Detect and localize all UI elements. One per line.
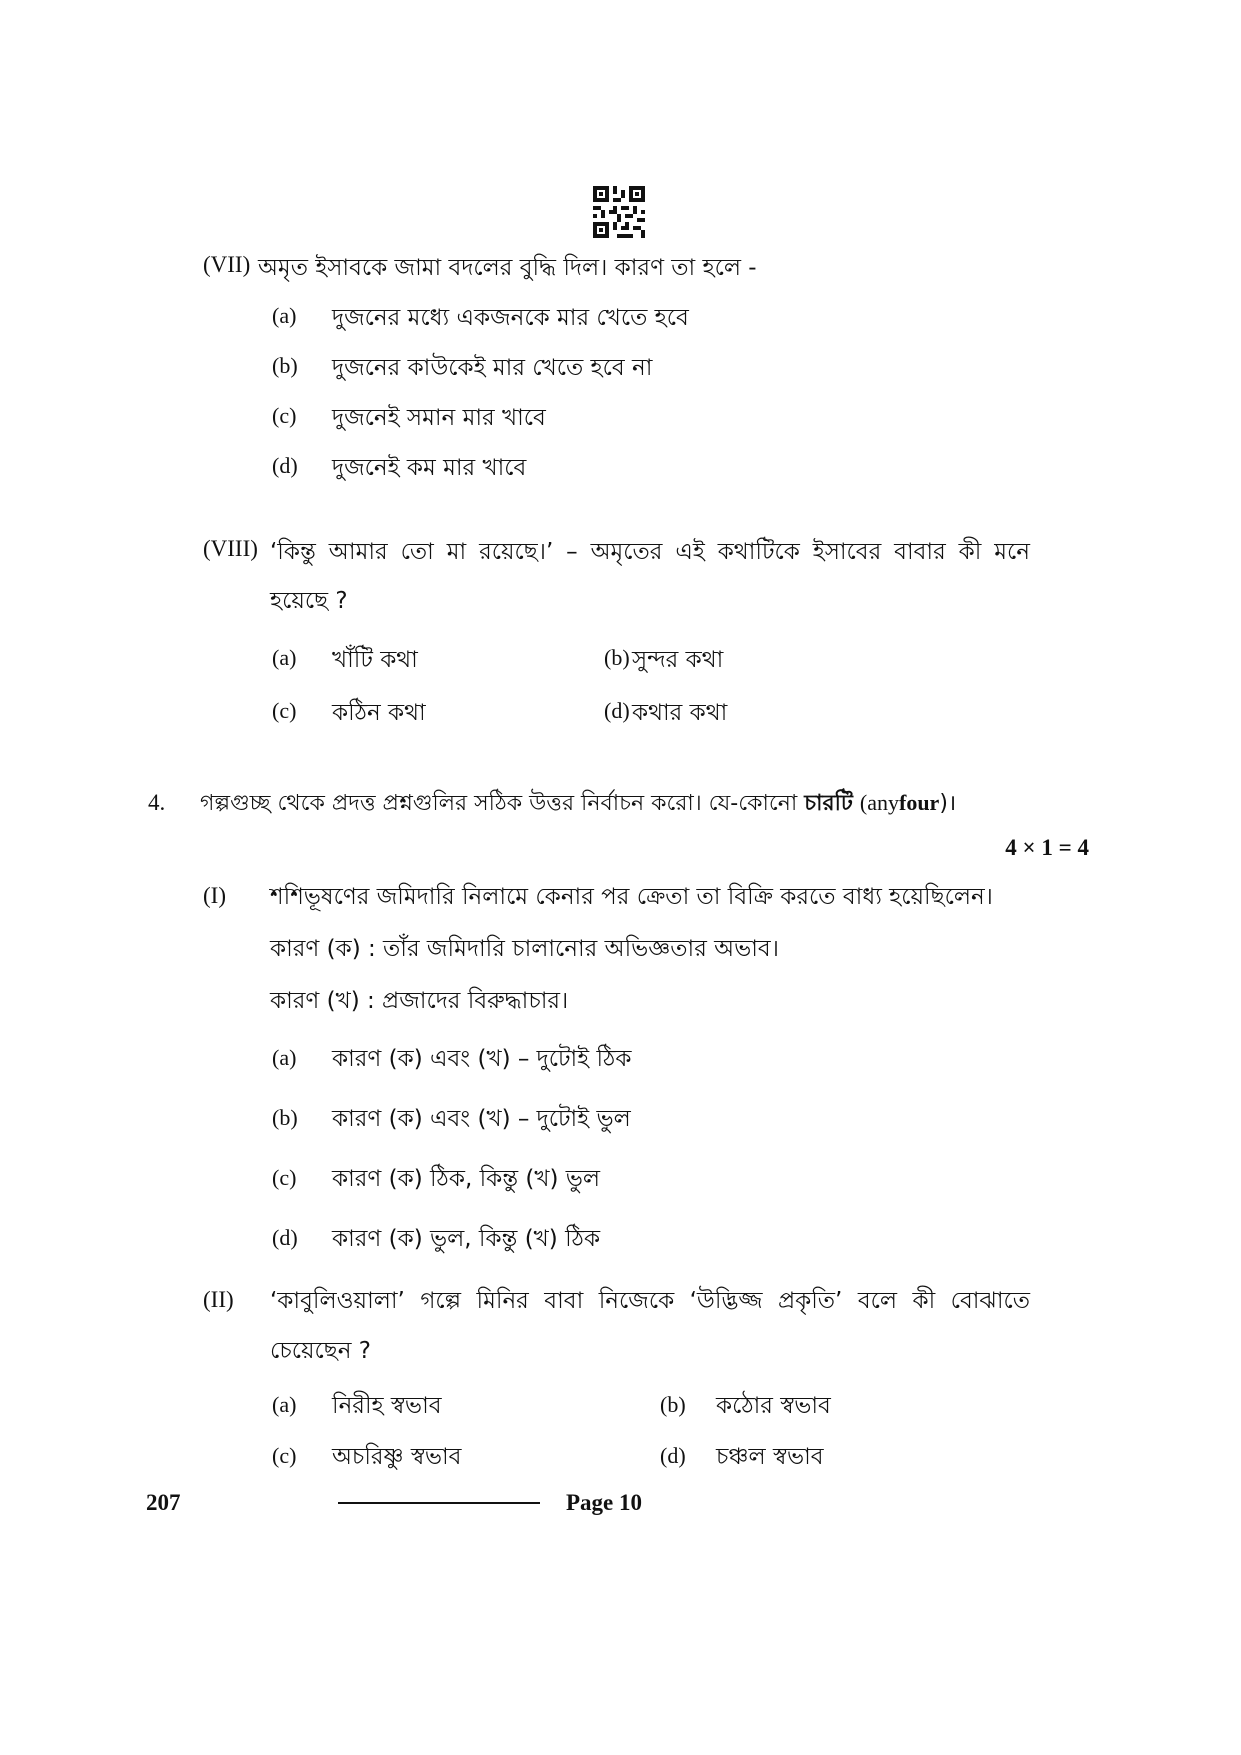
question-text-ii-line2: চেয়েছেন ? <box>270 1338 371 1364</box>
question-text-4-bold: চারটি <box>804 791 853 816</box>
option-label: (d) <box>272 1225 298 1250</box>
question-number-4: 4. <box>148 790 166 815</box>
option-label: (c) <box>272 698 297 723</box>
option-text: দুজনের মধ্যে একজনকে মার খেতে হবে <box>332 305 689 331</box>
option-label: (a) <box>272 645 297 670</box>
marks-label: 4 × 1 = 4 <box>1005 835 1089 860</box>
option-label: (a) <box>272 303 297 328</box>
question-number-viii: (VIII) <box>203 536 258 561</box>
option-text: সুন্দর কথা <box>632 647 724 673</box>
qr-code-icon <box>593 186 645 238</box>
option-label: (c) <box>272 1165 297 1190</box>
question-text-ii-line1: ‘কাবুলিওয়ালা’ গল্পে মিনির বাবা নিজেকে ‘উদ্ভিজ্জ প্রকৃতি’ বলে কী বোঝাতে <box>270 1288 1030 1314</box>
question-text-4-main: গল্পগুচ্ছ থেকে প্রদত্ত প্রশ্নগুলির সঠিক উত্তর নির্বাচন করো। যে-কোনো <box>200 791 798 816</box>
question-text-4 <box>200 786 956 823</box>
option-label: (d) <box>604 698 630 723</box>
option-label: (c) <box>272 1443 297 1468</box>
option-label: (b) <box>272 353 298 378</box>
option-text: নিরীহ স্বভাব <box>332 1393 442 1419</box>
option-text: খাঁটি কথা <box>332 647 418 673</box>
paper-code: 207 <box>146 1490 181 1515</box>
reason-a: কারণ (ক) : তাঁর জমিদারি চালানোর অভিজ্ঞতার অভাব। <box>270 936 779 962</box>
option-text: কঠিন কথা <box>332 700 426 726</box>
option-text: কারণ (ক) এবং (খ) – দুটোই ঠিক <box>332 1046 632 1072</box>
question-text-4-en-bold: four <box>899 790 940 815</box>
option-label: (b) <box>660 1392 686 1417</box>
question-text-4-en: (any <box>859 790 899 815</box>
question-number-ii: (II) <box>203 1287 234 1312</box>
option-text: কারণ (ক) ঠিক, কিন্তু (খ) ভুল <box>332 1166 601 1192</box>
option-label: (c) <box>272 403 297 428</box>
option-label: (a) <box>272 1045 297 1070</box>
question-text-i: শশিভূষণের জমিদারি নিলামে কেনার পর ক্রেতা তা বিক্রি করতে বাধ্য হয়েছিলেন। <box>270 884 993 910</box>
option-text: কঠোর স্বভাব <box>716 1393 831 1419</box>
question-number-i: (I) <box>203 883 226 908</box>
option-text: কারণ (ক) ভুল, কিন্তু (খ) ঠিক <box>332 1226 601 1252</box>
option-text: কারণ (ক) এবং (খ) – দুটোই ভুল <box>332 1106 631 1132</box>
option-label: (b) <box>272 1105 298 1130</box>
option-label: (a) <box>272 1392 297 1417</box>
option-label: (d) <box>660 1443 686 1468</box>
question-number-vii: (VII) <box>203 252 251 277</box>
option-text: দুজনেই সমান মার খাবে <box>332 405 546 431</box>
footer-divider <box>338 1502 540 1504</box>
option-label: (b) <box>604 645 630 670</box>
option-label: (d) <box>272 453 298 478</box>
option-text: দুজনেই কম মার খাবে <box>332 455 527 481</box>
option-text: অচরিষ্ণু স্বভাব <box>332 1444 462 1470</box>
option-text: কথার কথা <box>632 700 728 726</box>
question-text-viii-line1: ‘কিন্তু আমার তো মা রয়েছে।’ – অমৃতের এই কথাটিকে ইসাবের বাবার কী মনে <box>270 539 1030 565</box>
page-number: Page 10 <box>566 1490 643 1515</box>
question-text-4-end: )। <box>939 791 957 816</box>
option-text: দুজনের কাউকেই মার খেতে হবে না <box>332 355 653 381</box>
reason-b: কারণ (খ) : প্রজাদের বিরুদ্ধাচার। <box>270 988 569 1014</box>
question-text-vii: অমৃত ইসাবকে জামা বদলের বুদ্ধি দিল। কারণ তা হলে - <box>258 255 757 281</box>
option-text: চঞ্চল স্বভাব <box>716 1444 824 1470</box>
question-text-viii-line2: হয়েছে ? <box>270 588 348 614</box>
